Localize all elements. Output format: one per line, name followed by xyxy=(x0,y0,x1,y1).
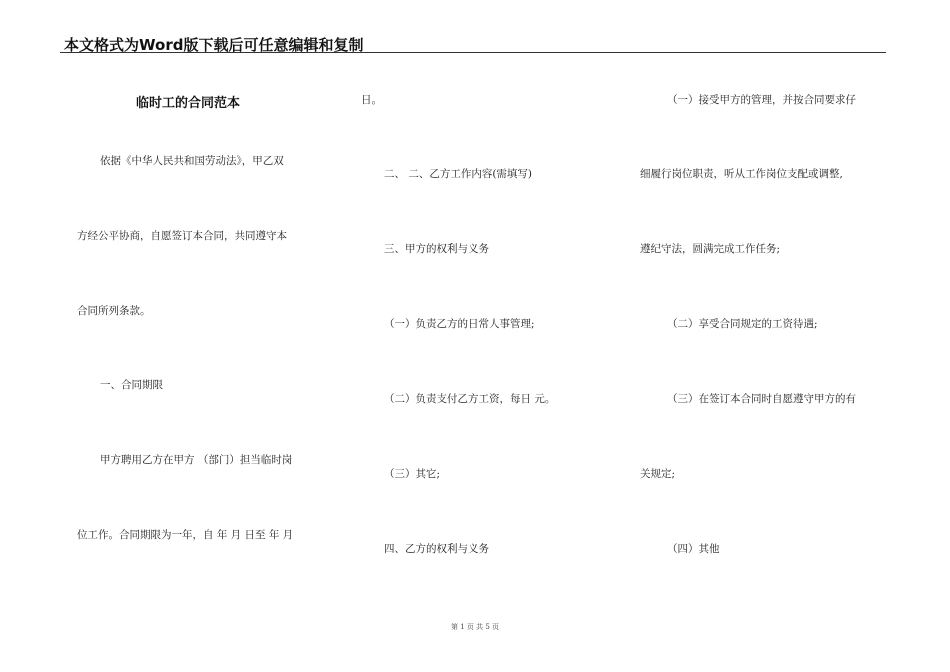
header-divider xyxy=(60,52,886,53)
col2-section-heading: 二、 二、乙方工作内容(需填写) xyxy=(384,168,533,180)
document-header: 本文格式为Word版下载后可任意编辑和复制 xyxy=(64,36,364,54)
col1-paragraph-line: 位工作。合同期限为一年，自 年 月 日至 年 月 xyxy=(77,529,294,541)
col3-paragraph-line: 细履行岗位职责，听从工作岗位支配或调整, xyxy=(640,168,843,180)
col3-paragraph-line: 关规定; xyxy=(640,468,676,480)
col1-paragraph-line: 合同所列条款。 xyxy=(77,305,151,317)
col2-paragraph-line: 日。 xyxy=(361,94,382,106)
col1-paragraph-line: 方经公平协商，自愿签订本合同，共同遵守本 xyxy=(77,230,287,242)
col3-list-item: （一）接受甲方的管理，并按合同要求仔 xyxy=(667,94,856,106)
col2-section-heading: 四、乙方的权利与义务 xyxy=(384,543,489,555)
col3-list-item: （四）其他 xyxy=(667,543,720,555)
col1-paragraph-line: 依据《中华人民共和国劳动法》，甲乙双 xyxy=(100,155,284,167)
col1-section-heading: 一、合同期限 xyxy=(100,379,163,391)
page-number-footer: 第 1 页 共 5 页 xyxy=(450,623,500,631)
col2-list-item: （一）负责乙方的日常人事管理; xyxy=(384,318,535,330)
col2-list-item: （二）负责支付乙方工资，每日 元。 xyxy=(384,393,556,405)
col1-paragraph-line: 甲方聘用乙方在甲方 （部门）担当临时岗 xyxy=(100,454,293,466)
col2-section-heading: 三、甲方的权利与义务 xyxy=(384,243,489,255)
col2-list-item: （三）其它; xyxy=(384,468,441,480)
col3-list-item: （二）享受合同规定的工资待遇; xyxy=(667,318,818,330)
document-title: 临时工的合同范本 xyxy=(136,96,241,111)
col3-list-item: （三）在签订本合同时自愿遵守甲方的有 xyxy=(667,393,856,405)
col3-paragraph-line: 遵纪守法，圆满完成工作任务; xyxy=(640,243,781,255)
